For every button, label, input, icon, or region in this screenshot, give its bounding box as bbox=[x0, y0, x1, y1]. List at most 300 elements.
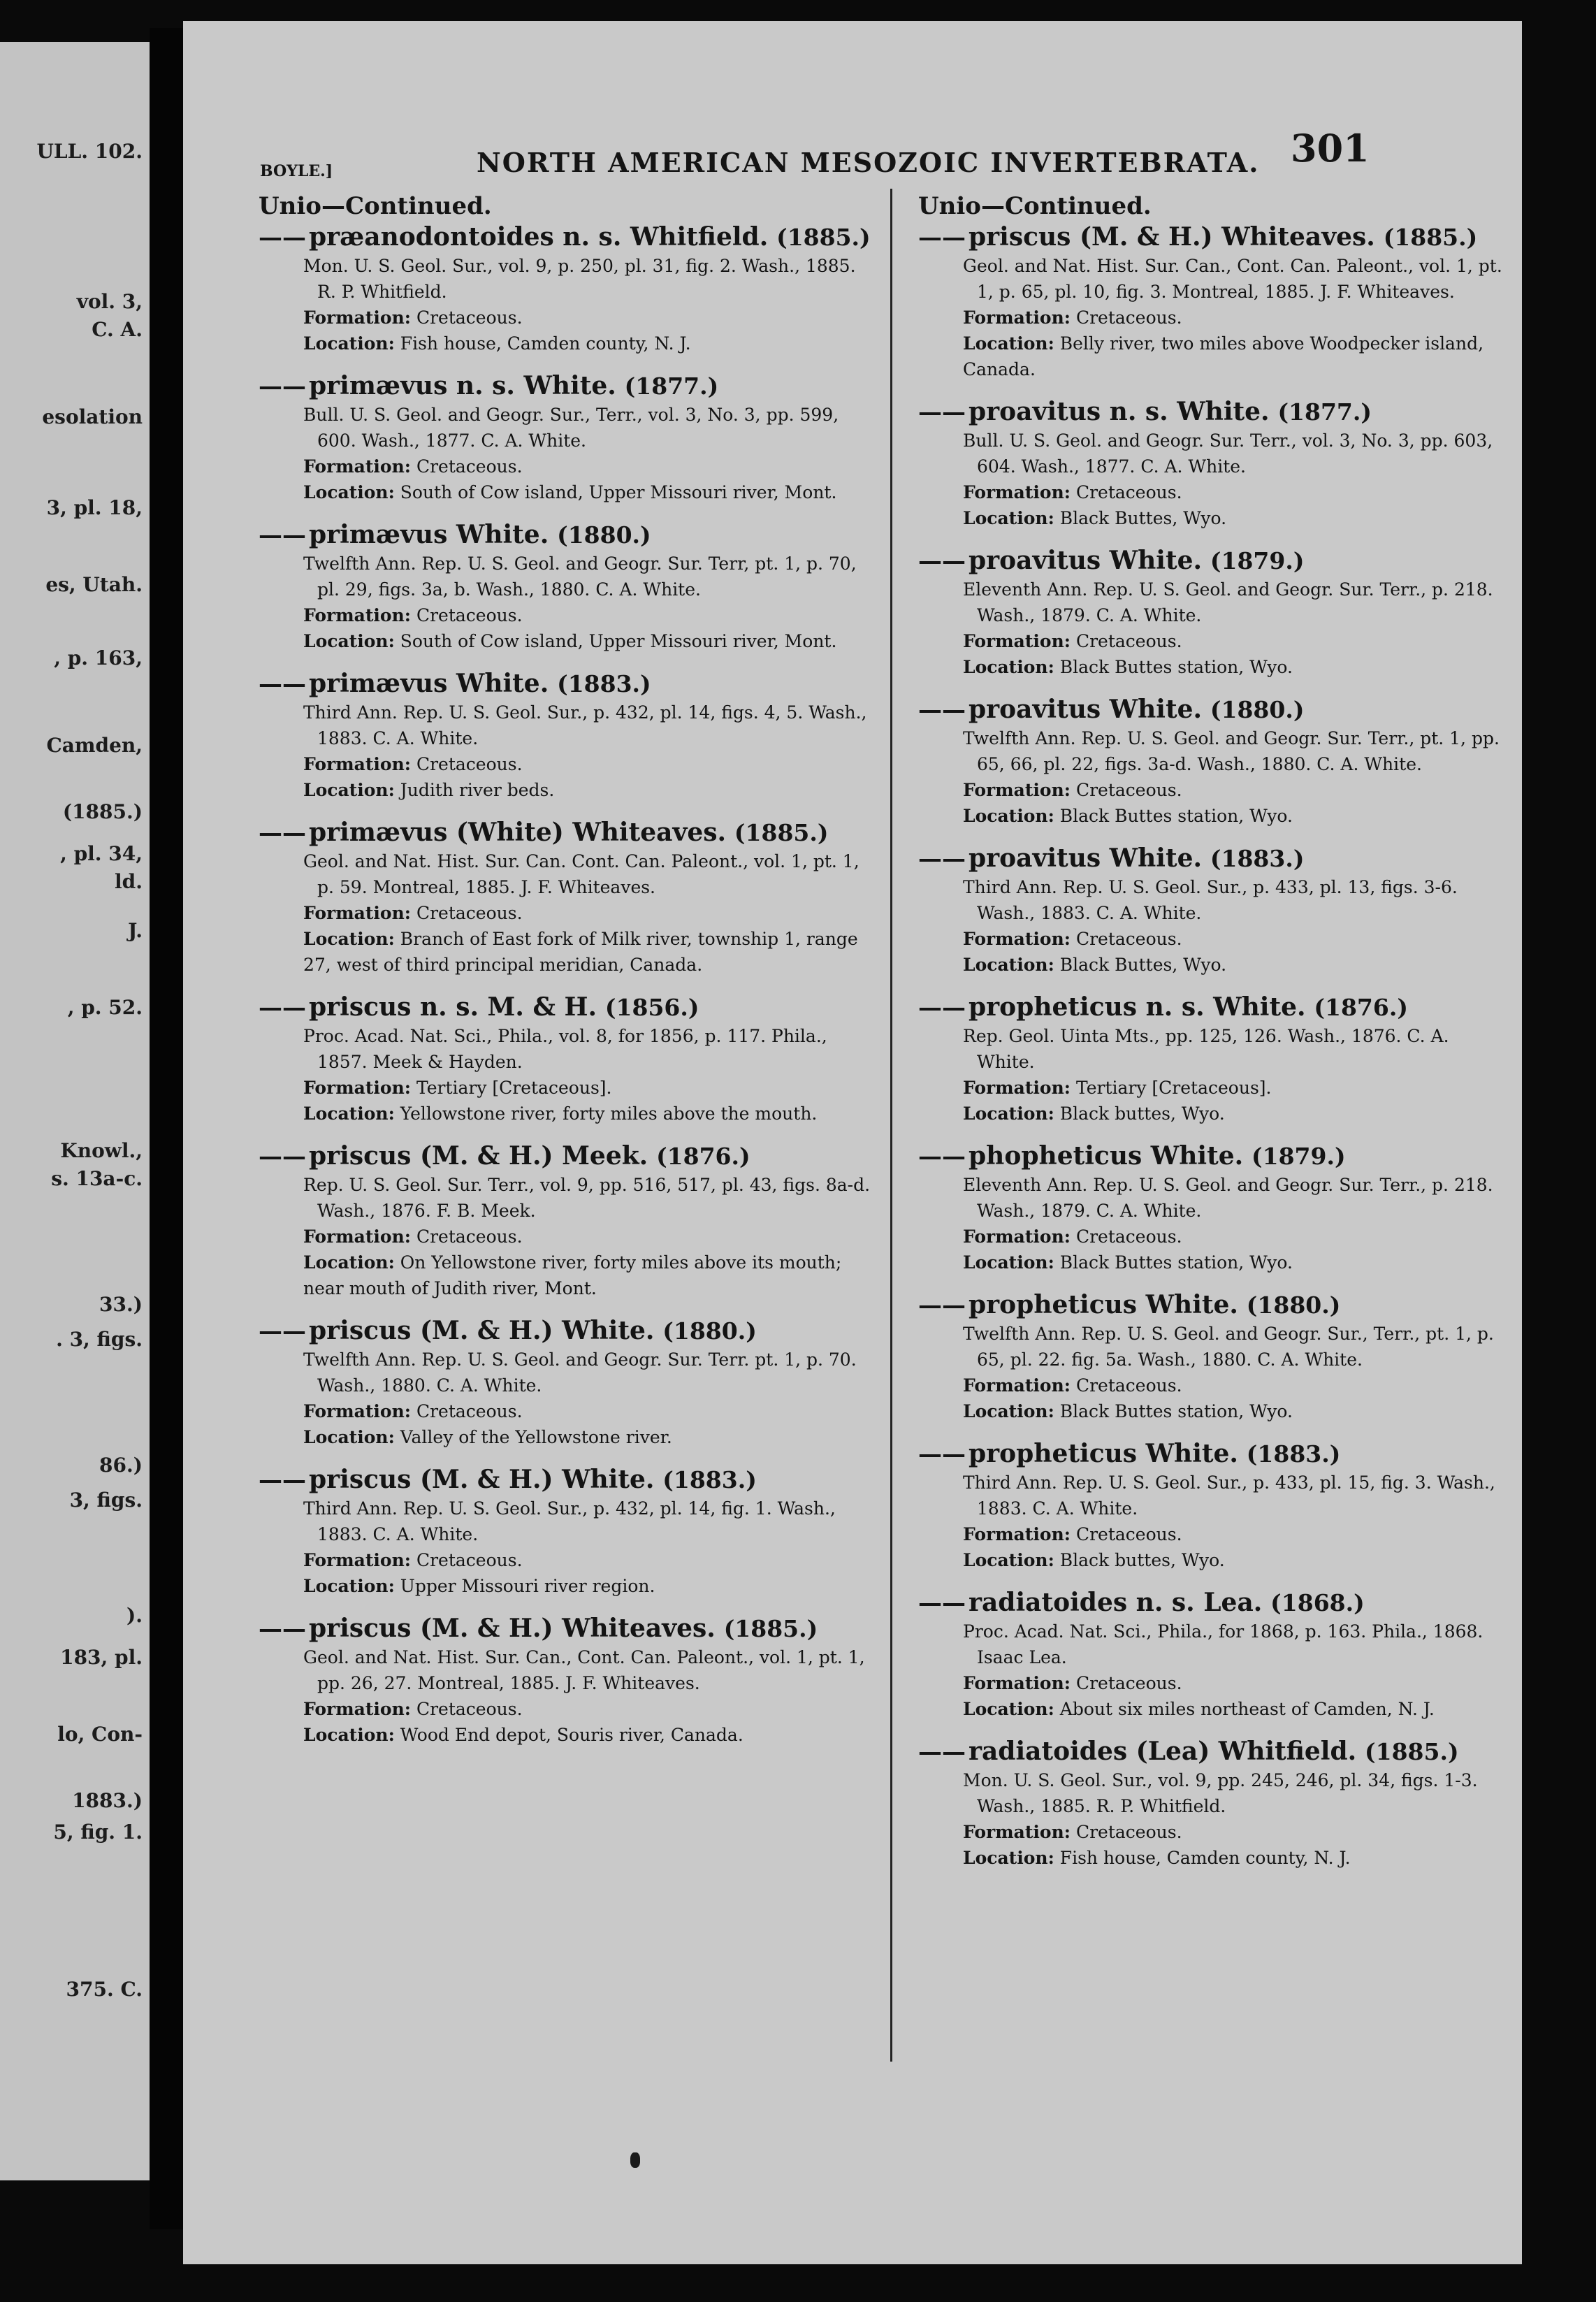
entry-year: (1883.) bbox=[662, 1466, 757, 1493]
entry-dash: —— bbox=[259, 994, 306, 1022]
species-entry bbox=[918, 396, 1505, 531]
entry-dash: —— bbox=[918, 1440, 966, 1468]
facing-page-edge bbox=[0, 42, 150, 2180]
formation-label: Formation: bbox=[963, 1822, 1071, 1842]
entry-heading bbox=[918, 694, 1505, 725]
formation-value: Cretaceous. bbox=[416, 1699, 523, 1719]
formation-label: Formation: bbox=[963, 780, 1071, 800]
formation-value: Cretaceous. bbox=[1075, 929, 1182, 949]
species-entry bbox=[259, 519, 873, 654]
species-entry bbox=[259, 1315, 873, 1450]
entry-year: (1885.) bbox=[776, 224, 871, 251]
entry-body bbox=[918, 1767, 1505, 1871]
species-entry bbox=[259, 992, 873, 1127]
entry-location bbox=[963, 331, 1505, 382]
species-entry bbox=[259, 1464, 873, 1599]
species-entry bbox=[918, 545, 1505, 680]
species-entry bbox=[918, 1289, 1505, 1424]
facing-page-text-fragment: ). bbox=[126, 1604, 143, 1627]
formation-label: Formation: bbox=[303, 1226, 412, 1247]
left-column bbox=[259, 192, 873, 1762]
species-entry bbox=[918, 843, 1505, 978]
entry-formation bbox=[303, 1224, 873, 1250]
entry-heading bbox=[259, 817, 873, 848]
location-label: Location: bbox=[303, 1103, 395, 1124]
formation-label: Formation: bbox=[963, 1078, 1071, 1098]
location-label: Location: bbox=[963, 955, 1054, 975]
entry-formation bbox=[963, 1819, 1505, 1845]
entry-heading bbox=[259, 1141, 873, 1172]
facing-page-text-fragment: 1883.) bbox=[72, 1789, 143, 1812]
location-label: Location: bbox=[963, 1550, 1054, 1570]
facing-page-text-fragment: , p. 52. bbox=[67, 996, 143, 1019]
entry-body bbox=[918, 874, 1505, 978]
formation-value: Cretaceous. bbox=[1075, 1673, 1182, 1693]
location-value: Black Buttes, Wyo. bbox=[1059, 955, 1227, 975]
author-tag: BOYLE.] bbox=[260, 162, 333, 180]
entry-citation: Third Ann. Rep. U. S. Geol. Sur., p. 432, pl. 14, fig. 1. Wash., 1883. C. A. White. bbox=[303, 1498, 836, 1544]
entry-heading bbox=[259, 1315, 873, 1347]
entry-year: (1885.) bbox=[1383, 224, 1478, 251]
species-entry bbox=[259, 817, 873, 978]
entry-year: (1885.) bbox=[734, 819, 829, 846]
species-name: priscus (M. & H.) White. bbox=[309, 1316, 655, 1345]
species-name: priscus n. s. M. & H. bbox=[309, 992, 597, 1022]
entry-heading bbox=[918, 1438, 1505, 1470]
entry-citation: Third Ann. Rep. U. S. Geol. Sur., p. 433, pl. 15, fig. 3. Wash., 1883. C. A. White. bbox=[963, 1472, 1495, 1519]
formation-label: Formation: bbox=[303, 1401, 412, 1421]
location-label: Location: bbox=[303, 1252, 395, 1273]
entry-formation bbox=[303, 454, 873, 479]
location-label: Location: bbox=[963, 333, 1054, 354]
formation-label: Formation: bbox=[303, 903, 412, 923]
formation-value: Cretaceous. bbox=[1075, 482, 1182, 502]
entry-body bbox=[918, 725, 1505, 829]
entry-year: (1879.) bbox=[1252, 1143, 1346, 1170]
species-name: primævus (White) Whiteaves. bbox=[309, 818, 727, 847]
species-name: priscus (M. & H.) Whiteaves. bbox=[309, 1614, 716, 1643]
facing-page-text-fragment: lo, Con- bbox=[57, 1723, 143, 1746]
entry-citation: Eleventh Ann. Rep. U. S. Geol. and Geogr. Sur. Terr., p. 218. Wash., 1879. C. A. White. bbox=[963, 1175, 1493, 1221]
entry-location bbox=[303, 1722, 873, 1748]
species-entry bbox=[259, 668, 873, 803]
entry-body bbox=[918, 1470, 1505, 1573]
entry-dash: —— bbox=[918, 1291, 966, 1319]
formation-value: Cretaceous. bbox=[416, 754, 523, 774]
location-value: Black Buttes, Wyo. bbox=[1059, 508, 1227, 528]
species-name: proavitus White. bbox=[969, 844, 1203, 873]
entry-year: (1879.) bbox=[1210, 547, 1305, 574]
location-label: Location: bbox=[303, 780, 395, 800]
facing-page-text-fragment: esolation bbox=[42, 405, 143, 428]
location-label: Location: bbox=[303, 1427, 395, 1447]
location-label: Location: bbox=[963, 657, 1054, 677]
formation-value: Cretaceous. bbox=[1075, 780, 1182, 800]
location-label: Location: bbox=[303, 333, 395, 354]
facing-page-text-fragment: 33.) bbox=[99, 1293, 143, 1316]
species-name: proavitus White. bbox=[969, 695, 1203, 724]
entry-dash: —— bbox=[918, 994, 966, 1022]
location-label: Location: bbox=[963, 1252, 1054, 1273]
formation-value: Cretaceous. bbox=[1075, 1226, 1182, 1247]
entry-location bbox=[303, 628, 873, 654]
page-edge-shadow bbox=[1522, 21, 1596, 2302]
species-entry bbox=[259, 1141, 873, 1301]
entry-body bbox=[259, 1023, 873, 1127]
formation-label: Formation: bbox=[963, 929, 1071, 949]
entry-citation: Geol. and Nat. Hist. Sur. Can. Cont. Can. Paleont., vol. 1, pt. 1, p. 59. Montreal, 1885. J. F. Whiteaves. bbox=[303, 851, 859, 897]
entry-formation bbox=[303, 1696, 873, 1722]
entry-heading bbox=[918, 1289, 1505, 1321]
book-gutter bbox=[150, 28, 183, 2229]
location-value: Yellowstone river, forty miles above the mouth. bbox=[400, 1103, 818, 1124]
species-entry bbox=[259, 1613, 873, 1748]
entry-formation bbox=[963, 777, 1505, 803]
entry-year: (1885.) bbox=[1365, 1738, 1459, 1765]
location-value: Black Buttes station, Wyo. bbox=[1059, 1401, 1293, 1421]
entry-citation: Geol. and Nat. Hist. Sur. Can., Cont. Can. Paleont., vol. 1, pt. 1, pp. 26, 27. Montreal, 1885. J. F. Whiteaves. bbox=[303, 1647, 865, 1693]
entry-citation: Bull. U. S. Geol. and Geogr. Sur. Terr., vol. 3, No. 3, pp. 603, 604. Wash., 1877. C. A. White. bbox=[963, 430, 1493, 477]
species-name: priscus (M. & H.) White. bbox=[309, 1465, 655, 1494]
entry-heading bbox=[918, 545, 1505, 577]
location-value: Black Buttes station, Wyo. bbox=[1059, 1252, 1293, 1273]
entry-dash: —— bbox=[259, 224, 306, 252]
entry-year: (1880.) bbox=[1210, 696, 1305, 723]
entry-heading bbox=[259, 222, 873, 253]
species-name: radiatoides n. s. Lea. bbox=[969, 1588, 1263, 1617]
entry-body bbox=[259, 402, 873, 505]
running-title: NORTH AMERICAN MESOZOIC INVERTEBRATA. bbox=[477, 147, 1260, 178]
entry-location bbox=[963, 505, 1505, 531]
species-entry bbox=[918, 1736, 1505, 1871]
species-name: phopheticus White. bbox=[969, 1141, 1244, 1171]
ink-blot bbox=[630, 2152, 640, 2168]
entry-location bbox=[963, 1398, 1505, 1424]
entry-dash: —— bbox=[259, 670, 306, 698]
entry-citation: Third Ann. Rep. U. S. Geol. Sur., p. 432, pl. 14, figs. 4, 5. Wash., 1883. C. A. White. bbox=[303, 702, 867, 748]
facing-page-text-fragment: , p. 163, bbox=[54, 646, 143, 669]
facing-page-text-fragment: Knowl., bbox=[60, 1139, 143, 1162]
location-label: Location: bbox=[303, 631, 395, 651]
species-entry bbox=[918, 222, 1505, 382]
species-entry bbox=[918, 1438, 1505, 1573]
entry-location bbox=[303, 1424, 873, 1450]
formation-label: Formation: bbox=[963, 1226, 1071, 1247]
location-value: Black Buttes station, Wyo. bbox=[1059, 657, 1293, 677]
entry-citation: Mon. U. S. Geol. Sur., vol. 9, p. 250, pl. 31, fig. 2. Wash., 1885. R. P. Whitfield. bbox=[303, 256, 856, 302]
location-value: Upper Missouri river region. bbox=[400, 1576, 655, 1596]
facing-page-text-fragment: 86.) bbox=[99, 1454, 143, 1477]
location-label: Location: bbox=[963, 1401, 1054, 1421]
entry-year: (1880.) bbox=[662, 1317, 757, 1345]
entry-dash: —— bbox=[259, 1317, 306, 1345]
entry-dash: —— bbox=[259, 521, 306, 549]
species-entry bbox=[918, 1141, 1505, 1275]
entry-dash: —— bbox=[918, 696, 966, 724]
formation-label: Formation: bbox=[303, 1550, 412, 1570]
species-name: propheticus n. s. White. bbox=[969, 992, 1306, 1022]
entry-location bbox=[963, 1845, 1505, 1871]
species-entry bbox=[259, 222, 873, 356]
entry-location bbox=[963, 803, 1505, 829]
species-name: propheticus White. bbox=[969, 1290, 1238, 1319]
entry-location bbox=[303, 331, 873, 356]
entry-year: (1883.) bbox=[1246, 1440, 1341, 1468]
facing-page-text-fragment: vol. 3, bbox=[76, 290, 143, 313]
entry-citation: Twelfth Ann. Rep. U. S. Geol. and Geogr. Sur. Terr., pt. 1, pp. 65, 66, pl. 22, figs. 3a-d. Wash., 1880. C. A. White. bbox=[963, 728, 1500, 774]
facing-page-text-fragment: 375. C. bbox=[66, 1978, 143, 2001]
entry-citation: Twelfth Ann. Rep. U. S. Geol. and Geogr. Sur., Terr., pt. 1, p. 65, pl. 22. fig. 5a. Wash., 1880. C. A. White. bbox=[963, 1324, 1494, 1370]
column-heading: Unio—Continued. bbox=[259, 192, 492, 220]
entry-location bbox=[963, 654, 1505, 680]
entry-formation bbox=[963, 628, 1505, 654]
entry-location bbox=[303, 1250, 873, 1301]
formation-value: Tertiary [Cretaceous]. bbox=[416, 1078, 612, 1098]
entry-body bbox=[259, 253, 873, 356]
entry-dash: —— bbox=[918, 1143, 966, 1171]
entry-year: (1883.) bbox=[1210, 845, 1305, 872]
right-column bbox=[918, 192, 1505, 1885]
entry-body bbox=[259, 1496, 873, 1599]
formation-value: Cretaceous. bbox=[1075, 307, 1182, 328]
entry-heading bbox=[259, 370, 873, 402]
entry-body bbox=[259, 551, 873, 654]
formation-label: Formation: bbox=[303, 605, 412, 625]
location-label: Location: bbox=[963, 806, 1054, 826]
formation-label: Formation: bbox=[303, 1078, 412, 1098]
facing-page-text-fragment: Camden, bbox=[46, 734, 143, 757]
formation-value: Cretaceous. bbox=[416, 307, 523, 328]
entry-formation bbox=[303, 602, 873, 628]
formation-value: Cretaceous. bbox=[1075, 1822, 1182, 1842]
entry-dash: —— bbox=[259, 1143, 306, 1171]
species-name: priscus (M. & H.) Meek. bbox=[309, 1141, 648, 1171]
entry-body bbox=[259, 1347, 873, 1450]
location-label: Location: bbox=[963, 508, 1054, 528]
entry-formation bbox=[963, 1224, 1505, 1250]
formation-value: Cretaceous. bbox=[416, 1550, 523, 1570]
entry-citation: Third Ann. Rep. U. S. Geol. Sur., p. 433, pl. 13, figs. 3-6. Wash., 1883. C. A. White. bbox=[963, 877, 1458, 923]
entry-location bbox=[963, 1101, 1505, 1127]
formation-value: Cretaceous. bbox=[416, 605, 523, 625]
facing-page-text-fragment: , pl. 34, bbox=[60, 842, 143, 865]
location-value: Branch of East fork of Milk river, township 1, range 27, west of third principal meridian, Canada. bbox=[303, 929, 858, 975]
entry-body bbox=[259, 1172, 873, 1301]
location-value: Black buttes, Wyo. bbox=[1059, 1550, 1225, 1570]
location-value: Fish house, Camden county, N. J. bbox=[1059, 1848, 1351, 1868]
species-name: priscus (M. & H.) Whiteaves. bbox=[969, 222, 1375, 252]
location-value: South of Cow island, Upper Missouri river, Mont. bbox=[400, 631, 837, 651]
entry-formation bbox=[303, 1547, 873, 1573]
entry-citation: Proc. Acad. Nat. Sci., Phila., vol. 8, for 1856, p. 117. Phila., 1857. Meek & Hayden. bbox=[303, 1026, 827, 1072]
location-value: About six miles northeast of Camden, N. J. bbox=[1059, 1699, 1435, 1719]
entry-heading bbox=[918, 843, 1505, 874]
entry-formation bbox=[963, 1373, 1505, 1398]
page-number: 301 bbox=[1291, 126, 1370, 171]
entry-body bbox=[918, 1023, 1505, 1127]
facing-page-text-fragment: 5, fig. 1. bbox=[53, 1820, 143, 1844]
formation-label: Formation: bbox=[963, 307, 1071, 328]
facing-page-text-fragment: ULL. 102. bbox=[36, 140, 143, 163]
formation-value: Tertiary [Cretaceous]. bbox=[1075, 1078, 1272, 1098]
species-name: primævus n. s. White. bbox=[309, 371, 616, 400]
entry-location bbox=[963, 1696, 1505, 1722]
entry-body bbox=[918, 428, 1505, 531]
species-name: radiatoides (Lea) Whitfield. bbox=[969, 1737, 1357, 1766]
facing-page-text-fragment: ld. bbox=[115, 870, 143, 893]
species-name: proavitus White. bbox=[969, 546, 1203, 575]
entry-citation: Mon. U. S. Geol. Sur., vol. 9, pp. 245, 246, pl. 34, figs. 1-3. Wash., 1885. R. P. Whitfield. bbox=[963, 1770, 1478, 1816]
entry-citation: Bull. U. S. Geol. and Geogr. Sur., Terr., vol. 3, No. 3, pp. 599, 600. Wash., 1877. C. A. White. bbox=[303, 405, 839, 451]
facing-page-text-fragment: . 3, figs. bbox=[56, 1328, 143, 1351]
species-name: propheticus White. bbox=[969, 1439, 1238, 1468]
formation-value: Cretaceous. bbox=[416, 1401, 523, 1421]
entry-heading bbox=[259, 1613, 873, 1644]
entry-heading bbox=[259, 992, 873, 1023]
entry-formation bbox=[963, 926, 1505, 952]
entry-year: (1856.) bbox=[604, 994, 699, 1021]
entry-body bbox=[259, 848, 873, 978]
entry-location bbox=[303, 926, 873, 978]
formation-value: Cretaceous. bbox=[416, 903, 523, 923]
entry-heading bbox=[918, 992, 1505, 1023]
location-label: Location: bbox=[963, 1848, 1054, 1868]
entry-formation bbox=[303, 1075, 873, 1101]
location-label: Location: bbox=[303, 1725, 395, 1745]
location-label: Location: bbox=[303, 929, 395, 949]
entry-dash: —— bbox=[259, 819, 306, 847]
entry-formation bbox=[963, 1075, 1505, 1101]
entry-citation: Rep. U. S. Geol. Sur. Terr., vol. 9, pp. 516, 517, pl. 43, figs. 8a-d. Wash., 1876. F. B. Meek. bbox=[303, 1175, 871, 1221]
location-label: Location: bbox=[963, 1103, 1054, 1124]
entry-body bbox=[918, 1321, 1505, 1424]
entry-body bbox=[918, 577, 1505, 680]
facing-page-text-fragment: J. bbox=[128, 919, 143, 942]
facing-page-text-fragment: 3, figs. bbox=[69, 1489, 143, 1512]
entry-dash: —— bbox=[918, 398, 966, 426]
location-value: Judith river beds. bbox=[400, 780, 555, 800]
entry-formation bbox=[963, 1521, 1505, 1547]
formation-label: Formation: bbox=[303, 1699, 412, 1719]
entry-location bbox=[963, 1250, 1505, 1275]
species-name: primævus White. bbox=[309, 669, 549, 698]
entry-heading bbox=[259, 1464, 873, 1496]
entry-heading bbox=[918, 396, 1505, 428]
entry-body bbox=[918, 1619, 1505, 1722]
facing-page-text-fragment: C. A. bbox=[92, 318, 143, 341]
entry-formation bbox=[963, 479, 1505, 505]
facing-page-text-fragment: es, Utah. bbox=[45, 573, 143, 596]
formation-label: Formation: bbox=[963, 631, 1071, 651]
entry-body bbox=[259, 1644, 873, 1748]
species-name: præanodontoides n. s. Whitfield. bbox=[309, 222, 769, 252]
species-entry bbox=[918, 1587, 1505, 1722]
entry-body bbox=[918, 253, 1505, 382]
formation-value: Cretaceous. bbox=[416, 1226, 523, 1247]
entry-formation bbox=[963, 305, 1505, 331]
entry-heading bbox=[918, 222, 1505, 253]
entry-body bbox=[918, 1172, 1505, 1275]
entry-body bbox=[259, 700, 873, 803]
species-entry bbox=[918, 992, 1505, 1127]
entry-year: (1876.) bbox=[656, 1143, 750, 1170]
entry-location bbox=[303, 1573, 873, 1599]
entry-formation bbox=[303, 1398, 873, 1424]
column-divider bbox=[890, 189, 892, 2062]
formation-label: Formation: bbox=[303, 456, 412, 477]
entry-year: (1885.) bbox=[723, 1615, 818, 1642]
location-label: Location: bbox=[303, 1576, 395, 1596]
location-value: South of Cow island, Upper Missouri river, Mont. bbox=[400, 482, 837, 502]
formation-label: Formation: bbox=[963, 1524, 1071, 1544]
formation-label: Formation: bbox=[963, 482, 1071, 502]
entry-year: (1877.) bbox=[624, 372, 719, 400]
formation-label: Formation: bbox=[963, 1375, 1071, 1396]
entry-dash: —— bbox=[259, 372, 306, 400]
location-value: Fish house, Camden county, N. J. bbox=[400, 333, 691, 354]
entry-year: (1877.) bbox=[1277, 398, 1372, 426]
entry-formation bbox=[303, 305, 873, 331]
location-value: Valley of the Yellowstone river. bbox=[400, 1427, 672, 1447]
column-heading: Unio—Continued. bbox=[918, 192, 1152, 220]
entry-citation: Twelfth Ann. Rep. U. S. Geol. and Geogr. Sur. Terr, pt. 1, p. 70, pl. 29, figs. 3a, b. Wash., 1880. C. A. White. bbox=[303, 553, 857, 600]
facing-page-text-fragment: (1885.) bbox=[62, 800, 143, 823]
formation-label: Formation: bbox=[963, 1673, 1071, 1693]
entry-dash: —— bbox=[259, 1466, 306, 1494]
location-value: Black Buttes station, Wyo. bbox=[1059, 806, 1293, 826]
entry-formation bbox=[303, 900, 873, 926]
entry-citation: Twelfth Ann. Rep. U. S. Geol. and Geogr. Sur. Terr. pt. 1, p. 70. Wash., 1880. C. A. White. bbox=[303, 1349, 857, 1396]
entry-year: (1868.) bbox=[1270, 1589, 1365, 1616]
species-name: primævus White. bbox=[309, 520, 549, 549]
entry-heading bbox=[918, 1141, 1505, 1172]
formation-value: Cretaceous. bbox=[1075, 1375, 1182, 1396]
entry-dash: —— bbox=[918, 1738, 966, 1766]
entry-heading bbox=[259, 668, 873, 700]
entry-dash: —— bbox=[918, 1589, 966, 1617]
entry-dash: —— bbox=[918, 845, 966, 873]
formation-value: Cretaceous. bbox=[416, 456, 523, 477]
species-name: proavitus n. s. White. bbox=[969, 397, 1270, 426]
formation-label: Formation: bbox=[303, 307, 412, 328]
entry-location bbox=[303, 1101, 873, 1127]
entry-year: (1876.) bbox=[1314, 994, 1408, 1021]
entry-year: (1880.) bbox=[1246, 1291, 1341, 1319]
entry-heading bbox=[259, 519, 873, 551]
entry-dash: —— bbox=[918, 547, 966, 575]
formation-value: Cretaceous. bbox=[1075, 1524, 1182, 1544]
entry-citation: Geol. and Nat. Hist. Sur. Can., Cont. Can. Paleont., vol. 1, pt. 1, p. 65, pl. 10, fig. 3. Montreal, 1885. J. F. Whiteaves. bbox=[963, 256, 1502, 302]
entry-formation bbox=[963, 1670, 1505, 1696]
location-value: Belly river, two miles above Woodpecker island, Canada. bbox=[963, 333, 1484, 379]
entry-dash: —— bbox=[918, 224, 966, 252]
formation-label: Formation: bbox=[303, 754, 412, 774]
facing-page-text-fragment: 183, pl. bbox=[60, 1646, 143, 1669]
location-label: Location: bbox=[963, 1699, 1054, 1719]
facing-page-text-fragment: s. 13a-c. bbox=[51, 1167, 143, 1190]
species-entry bbox=[918, 694, 1505, 829]
entry-citation: Proc. Acad. Nat. Sci., Phila., for 1868, p. 163. Phila., 1868. Isaac Lea. bbox=[963, 1621, 1483, 1667]
location-label: Location: bbox=[303, 482, 395, 502]
entry-location bbox=[963, 952, 1505, 978]
location-value: On Yellowstone river, forty miles above its mouth; near mouth of Judith river, Mont. bbox=[303, 1252, 842, 1298]
species-entry bbox=[259, 370, 873, 505]
entry-heading bbox=[918, 1736, 1505, 1767]
entry-year: (1883.) bbox=[557, 670, 651, 697]
entry-location bbox=[963, 1547, 1505, 1573]
facing-page-text-fragment: 3, pl. 18, bbox=[46, 496, 143, 519]
entry-location bbox=[303, 479, 873, 505]
